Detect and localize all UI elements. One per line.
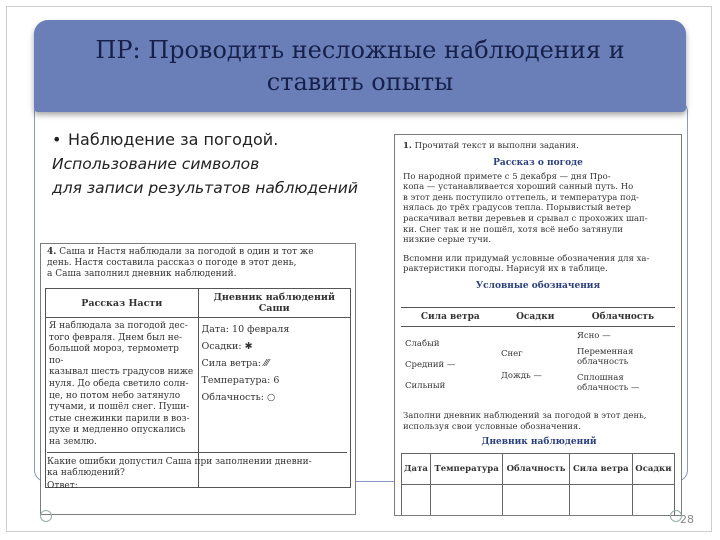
bullet-text: Наблюдение за погодой. bbox=[68, 130, 279, 149]
bullet-item bbox=[52, 128, 392, 152]
story-line: низкие серые тучи. bbox=[403, 235, 492, 246]
subtext-line-2: для записи результатов наблюдений bbox=[52, 179, 358, 197]
answer-label: Ответ: bbox=[47, 481, 78, 491]
page-number: 28 bbox=[680, 513, 694, 526]
left-textbook-scan bbox=[40, 243, 356, 515]
story-line: в этот день поступило оттепель, и температура под- bbox=[403, 192, 639, 203]
diary-title: Дневник наблюдений bbox=[481, 437, 597, 447]
story-line: того февраля. Днем был не- bbox=[49, 332, 183, 343]
story-line: казывал шесть градусов ниже bbox=[49, 367, 194, 378]
col-diary-header-line-1: Дневник наблюдений bbox=[213, 292, 336, 303]
wind-weak: Слабый bbox=[405, 339, 440, 349]
question-block bbox=[47, 452, 347, 492]
story-title: Рассказ о погоде bbox=[493, 157, 583, 168]
bullet-area bbox=[52, 128, 392, 200]
task-1 bbox=[395, 135, 681, 152]
story-line: большой мороз, термометр по- bbox=[49, 344, 179, 366]
story-line: духе и медленно опускались bbox=[49, 425, 186, 436]
diary-cell bbox=[569, 485, 632, 517]
wind-medium: Средний — bbox=[405, 360, 456, 370]
task-3-line-2: используя свои условные обозначения. bbox=[403, 421, 581, 432]
task-1-number: 1. bbox=[403, 141, 412, 151]
story-line: це, но потом небо затянуло bbox=[49, 390, 181, 401]
diary-cell bbox=[402, 485, 431, 517]
symbols-title: Условные обозначения bbox=[475, 280, 601, 291]
corner-circle-icon bbox=[40, 510, 52, 522]
story-line: ки. Снег так и не пошёл, хотя всё небо затянули bbox=[403, 224, 623, 235]
intro-line-2: день. Настя составила рассказ о погоде в этот день, bbox=[47, 258, 297, 268]
diary-row-temperature bbox=[202, 372, 348, 389]
cloud-overcast: Сплошная облачность — bbox=[577, 373, 640, 393]
symbols-table-header bbox=[401, 307, 675, 327]
story-line: стые снежинки парили в воз- bbox=[49, 413, 190, 424]
diary-label: Дата: bbox=[201, 324, 230, 335]
weather-story bbox=[395, 172, 681, 246]
symbols-table bbox=[401, 307, 675, 403]
diary-col-date: Дата bbox=[402, 454, 431, 485]
symbols-table-body bbox=[401, 327, 675, 403]
question-line-2: ка наблюдений? bbox=[47, 468, 125, 478]
story-line: Я наблюдала за погодой дес- bbox=[49, 321, 188, 331]
diary-row-precip bbox=[202, 338, 348, 355]
diary-label: Облачность: bbox=[201, 392, 264, 403]
diary-label: Сила ветра: bbox=[201, 358, 261, 369]
diary-row-wind bbox=[202, 355, 348, 372]
diary-col-precip: Осадки bbox=[632, 454, 674, 485]
diary-label: Температура: bbox=[201, 375, 271, 386]
task-1-text: Прочитай текст и выполни задания. bbox=[414, 141, 579, 151]
question-line-1: Какие ошибки допустил Саша при заполнении дневни- bbox=[47, 457, 312, 467]
diary-cell bbox=[632, 485, 674, 517]
diary-label: Осадки: bbox=[201, 341, 242, 352]
task-4-number: 4. bbox=[47, 247, 57, 257]
task-2-line-1: Вспомни или придумай условные обозначения для ха- bbox=[403, 253, 650, 264]
diary-row-date bbox=[202, 321, 348, 338]
wind-strong: Сильный bbox=[405, 381, 446, 391]
cloud-clear: Ясно — bbox=[577, 331, 611, 341]
story-line: копа — устанавливается хороший санный путь. Но bbox=[403, 182, 634, 193]
cloud-partial: Переменная облачность bbox=[577, 347, 634, 367]
slide-title bbox=[60, 34, 660, 98]
story-line: раскачивал ветви деревьев и срывал с прохожих шап- bbox=[403, 213, 648, 224]
right-textbook-scan bbox=[394, 134, 682, 516]
col-diary-header bbox=[198, 289, 351, 318]
task-3 bbox=[395, 411, 682, 432]
story-line: нуля. До обеда светило солн- bbox=[49, 378, 189, 389]
diary-table bbox=[401, 453, 675, 516]
col-story-header: Рассказ Насти bbox=[46, 289, 199, 318]
wind-strokes-icon: ⁄⁄⁄ bbox=[264, 358, 269, 369]
precip-snow: Снег bbox=[501, 349, 523, 359]
diary-cell bbox=[430, 485, 502, 517]
diary-value: 10 февраля bbox=[232, 324, 290, 335]
diary-row-cloudiness bbox=[202, 389, 348, 406]
story-line: нялась до трёх градусов тепла. Порывистый ветер bbox=[403, 203, 631, 214]
story-line: на землю. bbox=[49, 436, 97, 447]
intro-line-1: Саша и Настя наблюдали за погодой в один и тот же bbox=[59, 247, 314, 257]
precip-rain: Дождь — bbox=[501, 371, 542, 381]
diary-col-temperature: Температура bbox=[430, 454, 502, 485]
header-wind: Сила ветра bbox=[420, 312, 480, 322]
col-diary-header-line-2: Саши bbox=[258, 303, 290, 314]
subtext-line-1: Использование символов bbox=[52, 155, 260, 173]
diary-cell bbox=[503, 485, 570, 517]
task-2 bbox=[395, 254, 681, 275]
title-line-1: ПР: Проводить несложные наблюдения и bbox=[95, 36, 625, 64]
title-line-2: ставить опыты bbox=[266, 68, 454, 96]
header-precip: Осадки bbox=[516, 312, 555, 322]
story-line: тучами, и пошёл снег. Пуши- bbox=[49, 402, 190, 413]
intro-line-3: а Саша заполнил дневник наблюдений. bbox=[47, 269, 237, 279]
task-3-line-1: Заполни дневник наблюдений за погодой в этот день, bbox=[403, 411, 647, 421]
diary-col-wind: Сила ветра bbox=[569, 454, 632, 485]
header-cloud: Облачность bbox=[591, 312, 655, 322]
task-4-intro bbox=[41, 244, 355, 280]
snowflake-icon: ✱ bbox=[244, 341, 253, 352]
task-2-line-2: рактеристики погоды. Нарисуй их в таблице. bbox=[403, 264, 608, 275]
diary-col-cloudiness: Облачность bbox=[503, 454, 570, 485]
story-line: По народной примете с 5 декабря — дня Про- bbox=[403, 171, 611, 182]
title-box bbox=[34, 20, 686, 112]
bullet-dot-icon: • bbox=[52, 130, 62, 149]
circle-icon: ○ bbox=[267, 392, 276, 403]
diary-value: 6 bbox=[273, 375, 280, 386]
